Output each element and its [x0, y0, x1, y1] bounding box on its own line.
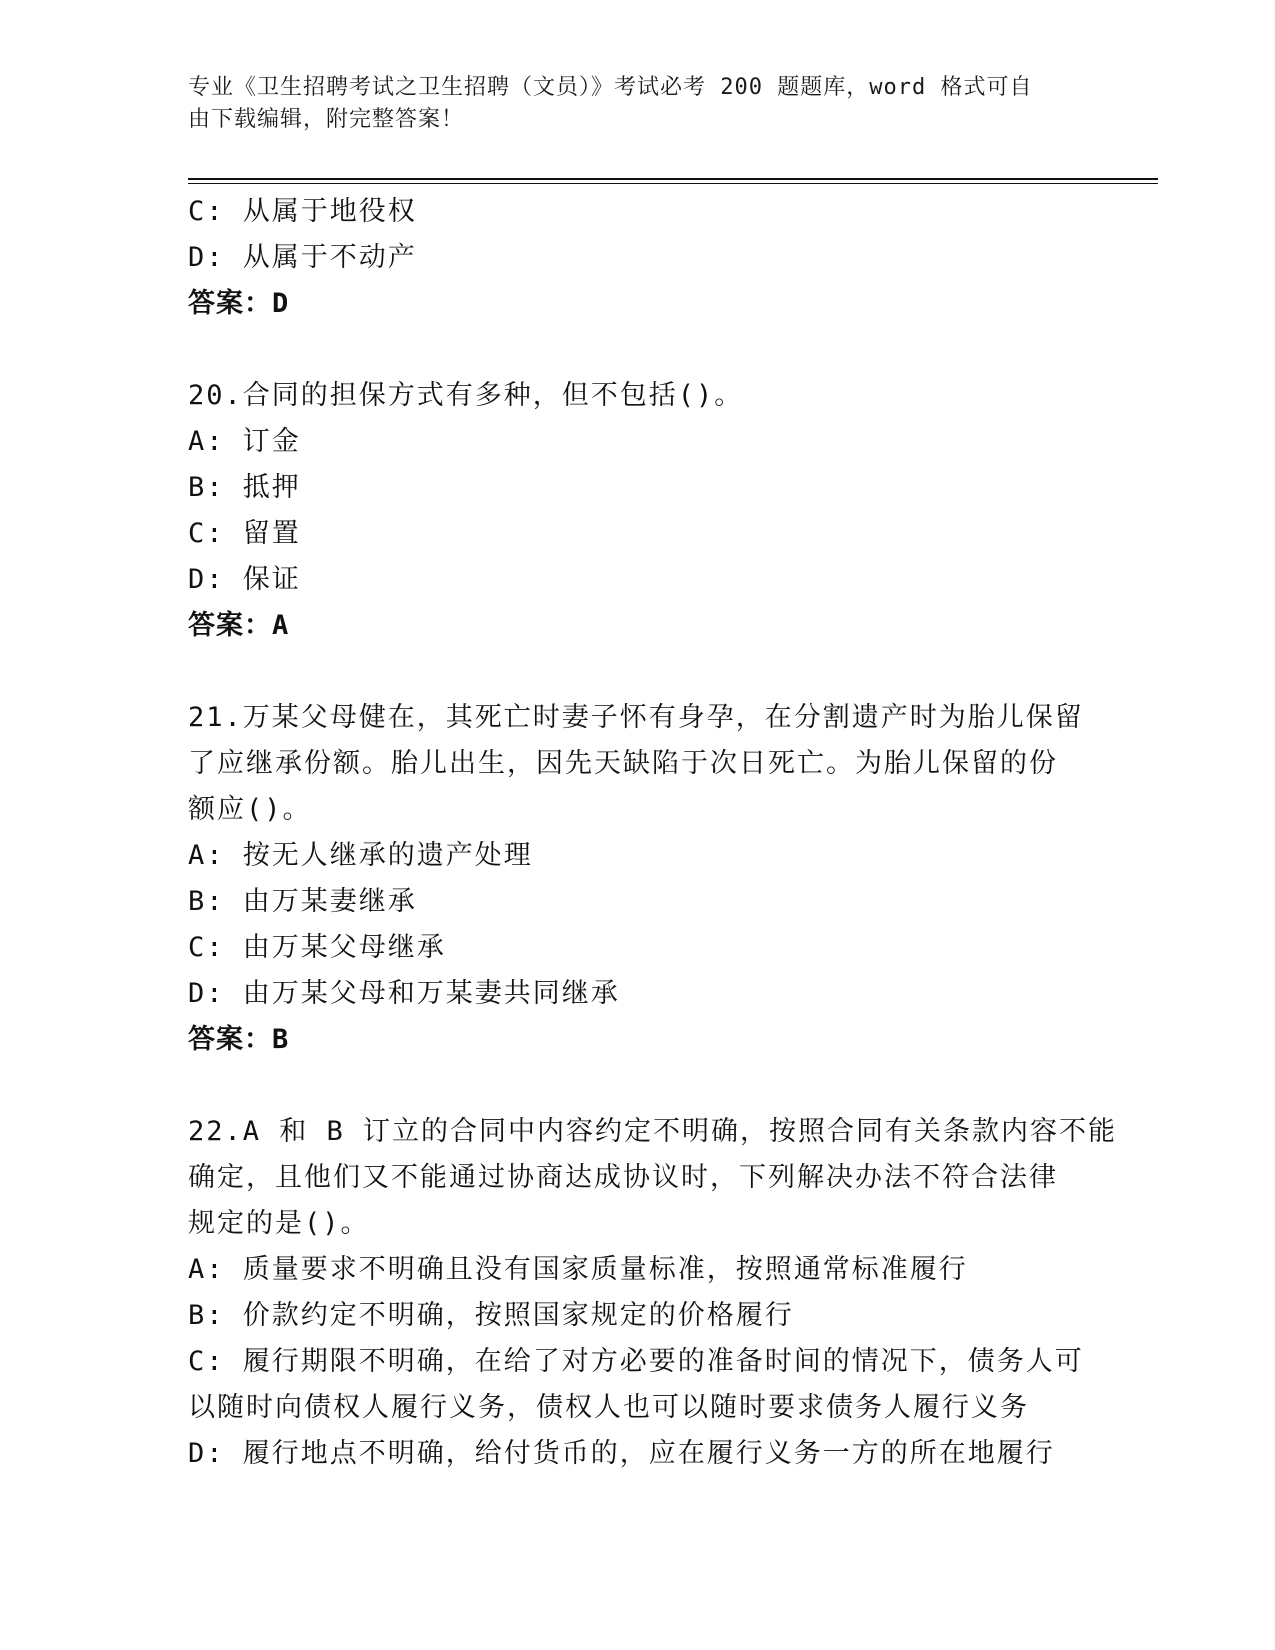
option-c: C: 从属于地役权 — [188, 196, 417, 227]
header-line-2: 由下载编辑，附完整答案！ — [188, 107, 465, 132]
header-divider-thin — [188, 183, 1158, 184]
option-b: B: 抵押 — [188, 472, 301, 503]
question-spacer — [188, 1063, 1088, 1109]
header-line-1: 专业《卫生招聘考试之卫生招聘（文员）》考试必考 200 题题库，word 格式可自 — [188, 75, 1033, 100]
question-19-tail — [188, 189, 1088, 327]
question-text-line-1: 21.万某父母健在，其死亡时妻子怀有身孕，在分割遗产时为胎儿保留 — [188, 702, 1084, 733]
question-22 — [188, 1109, 1118, 1477]
option-b: B: 由万某妻继承 — [188, 886, 417, 917]
question-spacer — [188, 327, 1088, 373]
option-d: D: 由万某父母和万某妻共同继承 — [188, 978, 620, 1009]
question-21 — [188, 695, 1088, 1063]
document-header — [188, 72, 1078, 136]
option-c-continued: 以随时向债权人履行义务，债权人也可以随时要求债务人履行义务 — [188, 1392, 1029, 1423]
question-text-line-3: 额应()。 — [188, 794, 312, 825]
answer-line: 答案：D — [188, 288, 290, 319]
answer-line: 答案：A — [188, 610, 290, 641]
option-c: C: 由万某父母继承 — [188, 932, 446, 963]
option-c: C: 履行期限不明确，在给了对方必要的准备时间的情况下，债务人可 — [188, 1346, 1084, 1377]
option-a: A: 质量要求不明确且没有国家质量标准，按照通常标准履行 — [188, 1254, 968, 1285]
option-d: D: 履行地点不明确，给付货币的，应在履行义务一方的所在地履行 — [188, 1438, 1055, 1469]
option-a: A: 订金 — [188, 426, 301, 457]
header-divider-thick — [188, 178, 1158, 180]
document-body — [188, 189, 1118, 1477]
question-text-line-3: 规定的是()。 — [188, 1208, 370, 1239]
question-20 — [188, 373, 1088, 649]
answer-line: 答案：B — [188, 1024, 290, 1055]
question-text: 20.合同的担保方式有多种，但不包括()。 — [188, 380, 744, 411]
question-text-line-2: 了应继承份额。胎儿出生，因先天缺陷于次日死亡。为胎儿保留的份 — [188, 748, 1058, 779]
option-a: A: 按无人继承的遗产处理 — [188, 840, 533, 871]
question-text-line-2: 确定，且他们又不能通过协商达成协议时，下列解决办法不符合法律 — [188, 1162, 1058, 1193]
option-d: D: 保证 — [188, 564, 301, 595]
option-d: D: 从属于不动产 — [188, 242, 417, 273]
question-spacer — [188, 649, 1088, 695]
option-c: C: 留置 — [188, 518, 301, 549]
question-text-line-1: 22.A 和 B 订立的合同中内容约定不明确，按照合同有关条款内容不能 — [188, 1116, 1118, 1147]
option-b: B: 价款约定不明确，按照国家规定的价格履行 — [188, 1300, 794, 1331]
